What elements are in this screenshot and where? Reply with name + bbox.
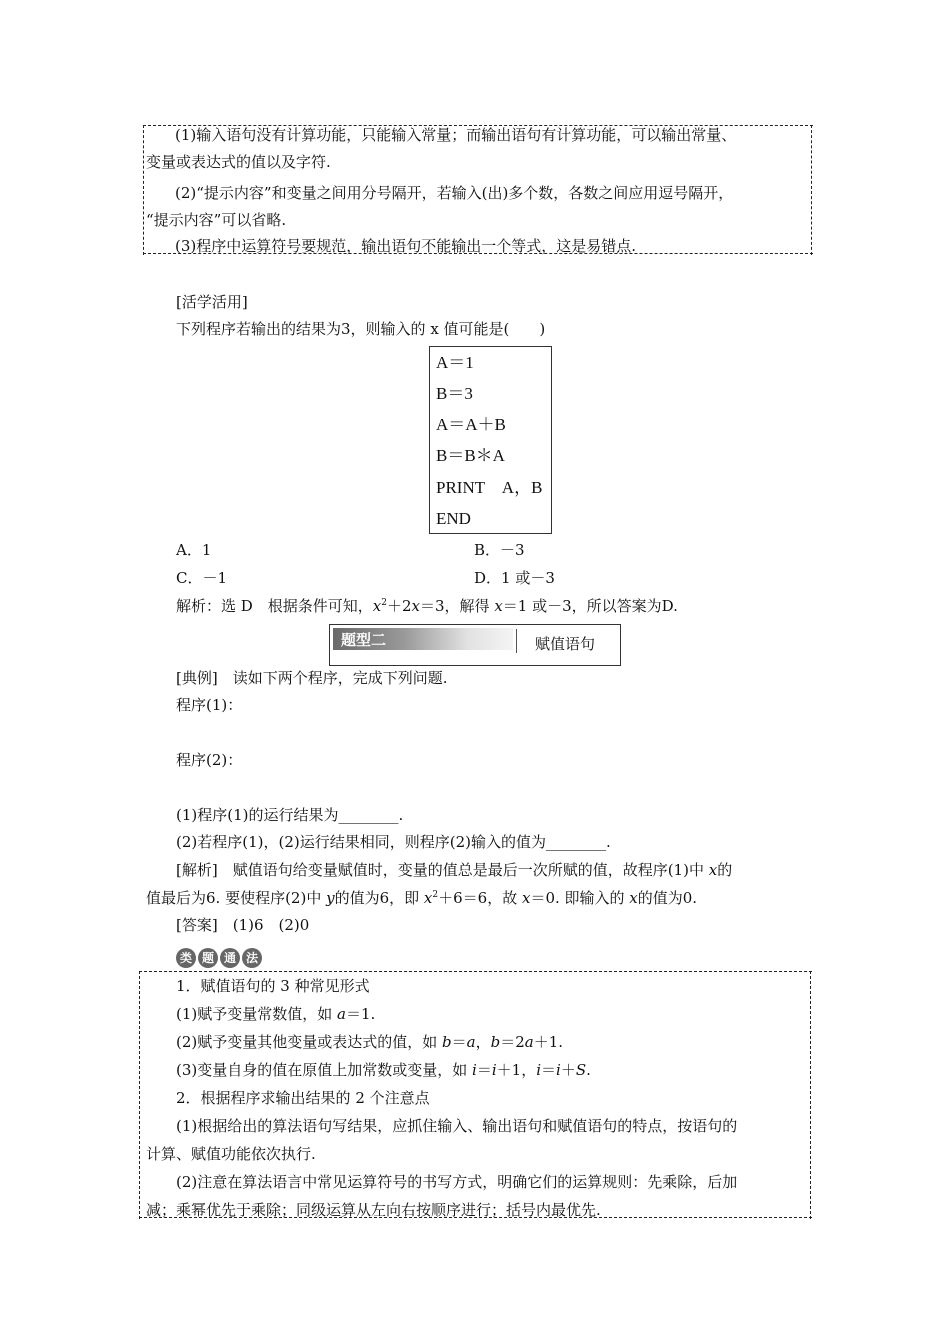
section-tag xyxy=(333,628,513,650)
section-header xyxy=(329,624,621,666)
tip-paragraph-2: (2)“提示内容”和变量之间用分号隔开，若输入(出)多个数，各数之间应用逗号隔开， xyxy=(175,184,734,202)
answer-line: [答案] (1)6 (2)0 xyxy=(176,916,310,934)
option-d: D．1 或－3 xyxy=(474,569,555,587)
question-1: (1)程序(1)的运行结果为________. xyxy=(176,806,404,824)
tip-paragraph-2-cont: “提示内容”可以省略. xyxy=(146,211,287,229)
practice-solution: 解析：选 D 根据条件可知，$x^2+2x=3$，解得 x＝1 或－3，所以答案为D. xyxy=(176,597,678,615)
tip-paragraph-1-cont: 变量或表达式的值以及字符. xyxy=(146,153,331,171)
code-line: B＝B＊A xyxy=(436,446,505,465)
badge-char: 通 xyxy=(220,948,240,968)
option-c: C．－1 xyxy=(176,569,228,587)
program-1-label: 程序(1)： xyxy=(176,696,243,714)
method-badge xyxy=(176,948,262,968)
tip-paragraph-1: (1)输入语句没有计算功能，只能输入常量；而输出语句有计算功能，可以输出常量、 xyxy=(175,126,737,144)
option-a: A．1 xyxy=(176,541,212,559)
method-line-8: (2)注意在算法语言中常见运算符号的书写方式，明确它们的运算规则：先乘除，后加 xyxy=(176,1173,738,1191)
method-line-7: 计算、赋值功能依次执行. xyxy=(146,1145,316,1163)
code-line: B＝3 xyxy=(436,384,473,403)
method-line-9: 减；乘幂优先于乘除；同级运算从左向右按顺序进行；括号内最优先. xyxy=(146,1201,601,1219)
analysis-line-1: [解析] 赋值语句给变量赋值时，变量的值总是最后一次所赋的值，故程序(1)中 x的 xyxy=(176,861,733,879)
program-code-box xyxy=(429,346,552,534)
method-line-2: (1)赋予变量常数值，如 a＝1. xyxy=(176,1005,376,1023)
code-line: PRINT A，B xyxy=(436,478,543,497)
method-line-6: (1)根据给出的算法语句写结果，应抓住输入、输出语句和赋值语句的特点，按语句的 xyxy=(176,1117,738,1135)
badge-char: 类 xyxy=(176,948,196,968)
method-line-5: 2．根据程序求输出结果的 2 个注意点 xyxy=(176,1089,430,1107)
tip-paragraph-3: (3)程序中运算符号要规范，输出语句不能输出一个等式，这是易错点. xyxy=(175,237,637,255)
badge-char: 法 xyxy=(242,948,262,968)
badge-char: 题 xyxy=(198,948,218,968)
question-2: (2)若程序(1)，(2)运行结果相同，则程序(2)输入的值为________. xyxy=(176,833,611,851)
practice-question: 下列程序若输出的结果为3，则输入的 x 值可能是( ) xyxy=(176,320,546,338)
method-line-4: (3)变量自身的值在原值上加常数或变量，如 i＝i＋1，i＝i＋S. xyxy=(176,1061,591,1079)
option-b: B．－3 xyxy=(474,541,525,559)
analysis-line-2: 值最后为6. 要使程序(2)中 y的值为6，即 $x^2+6=6$，故 x＝0. 即输入的 x的值为0. xyxy=(146,889,698,907)
section-tag-label: 题型二 xyxy=(341,631,387,649)
example-heading: [典例] 读如下两个程序，完成下列问题. xyxy=(176,669,448,687)
program-2-label: 程序(2)： xyxy=(176,751,243,769)
practice-heading: [活学活用] xyxy=(176,293,248,311)
method-line-3: (2)赋予变量其他变量或表达式的值，如 b＝a，b＝2a＋1. xyxy=(176,1033,564,1051)
method-line-1: 1．赋值语句的 3 种常见形式 xyxy=(176,977,370,995)
code-line: END xyxy=(436,509,471,528)
section-divider xyxy=(516,629,517,653)
section-title: 赋值语句 xyxy=(535,635,596,653)
code-line: A＝A＋B xyxy=(436,415,506,434)
code-line: A＝1 xyxy=(436,353,474,372)
